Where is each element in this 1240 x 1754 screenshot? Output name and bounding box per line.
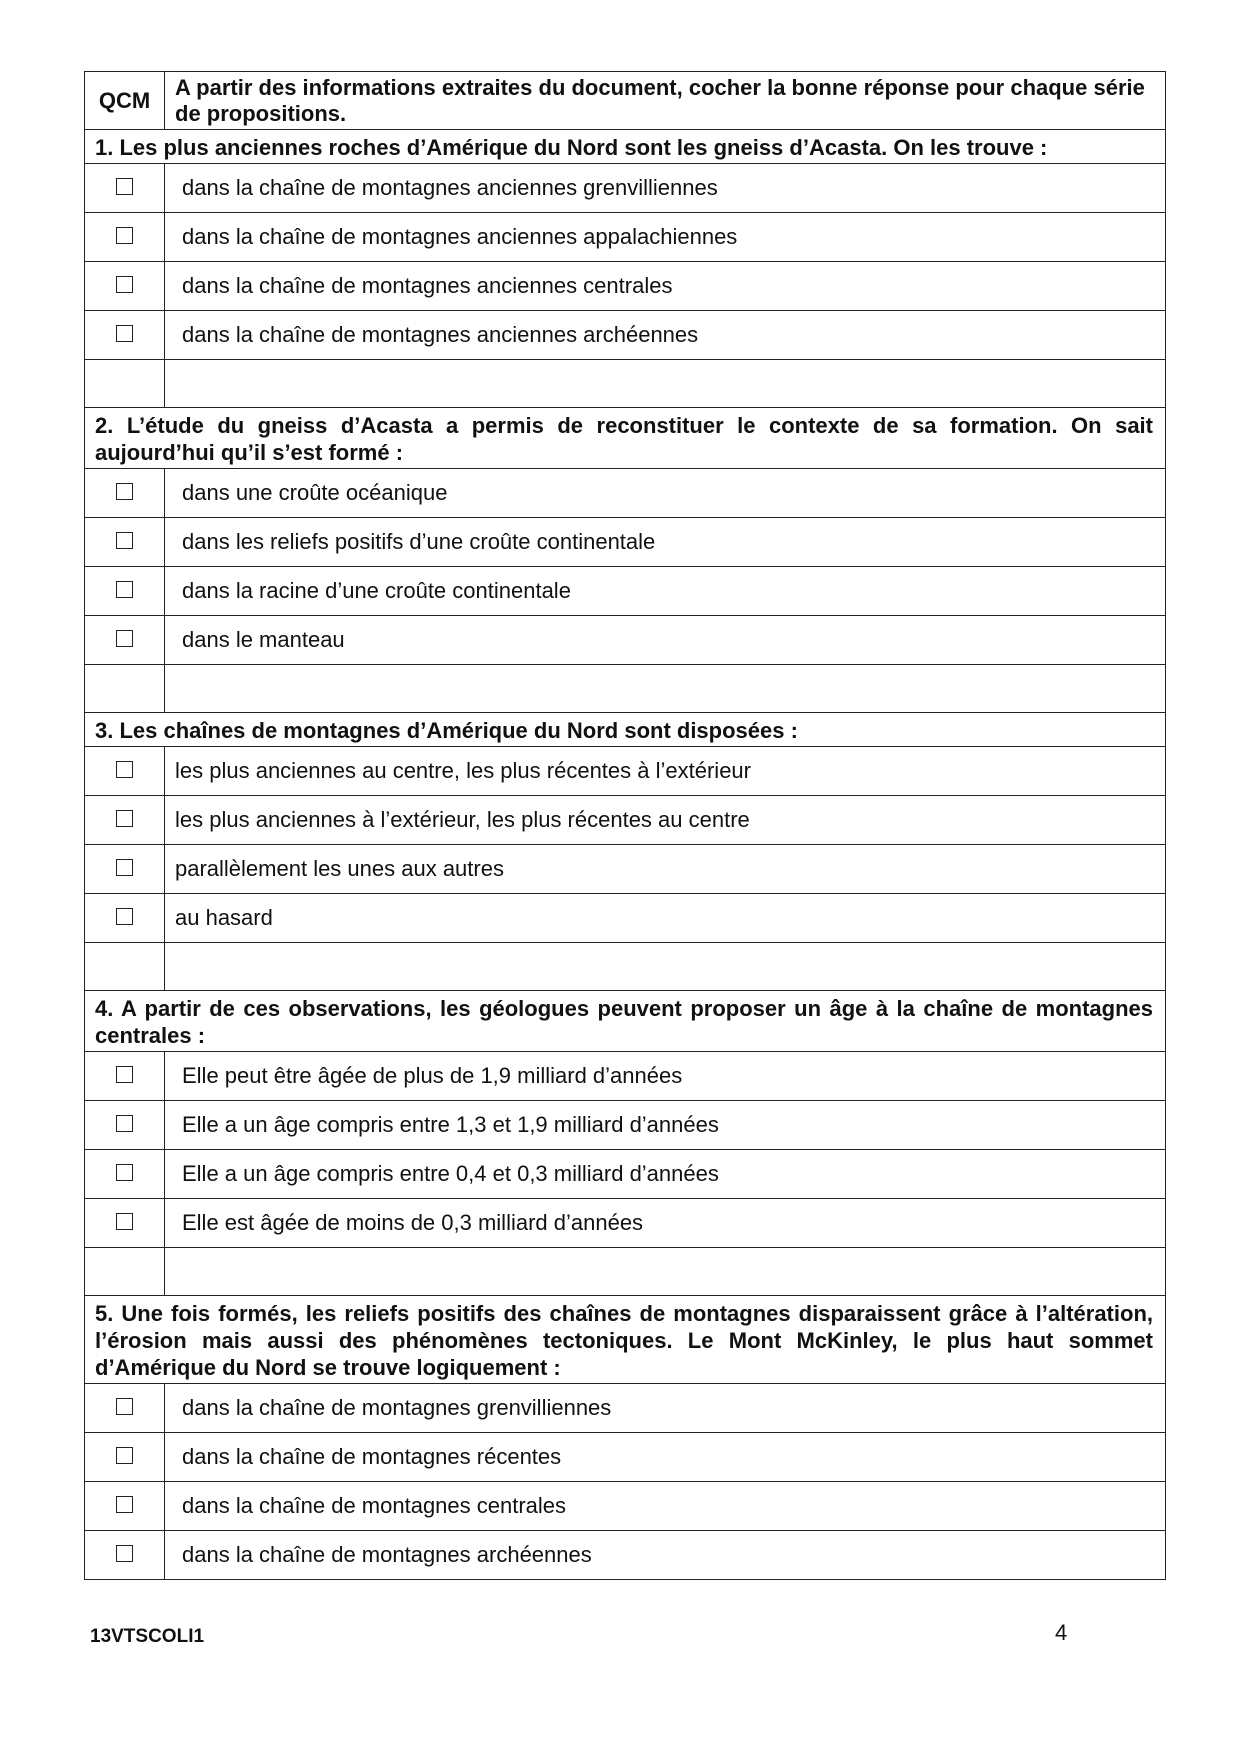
option-row	[85, 845, 1166, 894]
option-row	[85, 747, 1166, 796]
option-row	[85, 1101, 1166, 1150]
q3-option-3-checkbox[interactable]	[116, 859, 133, 876]
q3-option-3-label: parallèlement les unes aux autres	[165, 845, 1166, 894]
option-row	[85, 518, 1166, 567]
q3-option-1-checkbox[interactable]	[116, 761, 133, 778]
header-row	[85, 72, 1166, 130]
q4-option-2-checkbox[interactable]	[116, 1115, 133, 1132]
checkbox-cell	[85, 1433, 165, 1482]
question-5-row	[85, 1296, 1166, 1384]
option-row	[85, 796, 1166, 845]
checkbox-cell	[85, 747, 165, 796]
q2-option-2-label: dans les reliefs positifs d’une croûte continentale	[165, 518, 1166, 567]
checkbox-cell	[85, 567, 165, 616]
q2-option-1-label: dans une croûte océanique	[165, 469, 1166, 518]
checkbox-cell	[85, 262, 165, 311]
checkbox-cell	[85, 894, 165, 943]
question-2-row	[85, 408, 1166, 469]
q5-option-2-checkbox[interactable]	[116, 1447, 133, 1464]
option-row	[85, 213, 1166, 262]
q4-option-1-checkbox[interactable]	[116, 1066, 133, 1083]
question-2-prompt: 2. L’étude du gneiss d’Acasta a permis de reconstituer le contexte de sa formation. On sait aujourd’hui qu’il s’est formé :	[85, 408, 1166, 469]
spacer-row	[85, 943, 1166, 991]
spacer-row	[85, 1248, 1166, 1296]
checkbox-cell	[85, 164, 165, 213]
checkbox-cell	[85, 1384, 165, 1433]
q4-option-4-label: Elle est âgée de moins de 0,3 milliard d’années	[165, 1199, 1166, 1248]
spacer-row	[85, 665, 1166, 713]
q4-option-4-checkbox[interactable]	[116, 1213, 133, 1230]
q5-option-1-checkbox[interactable]	[116, 1398, 133, 1415]
checkbox-cell	[85, 1531, 165, 1580]
question-1-prompt: 1. Les plus anciennes roches d’Amérique du Nord sont les gneiss d’Acasta. On les trouve :	[85, 130, 1166, 164]
option-row	[85, 1199, 1166, 1248]
q3-option-4-label: au hasard	[165, 894, 1166, 943]
q5-option-3-checkbox[interactable]	[116, 1496, 133, 1513]
checkbox-cell	[85, 1052, 165, 1101]
page-number: 4	[1055, 1620, 1068, 1645]
checkbox-cell	[85, 469, 165, 518]
q2-option-4-label: dans le manteau	[165, 616, 1166, 665]
checkbox-cell	[85, 311, 165, 360]
option-row	[85, 1150, 1166, 1199]
q4-option-1-label: Elle peut être âgée de plus de 1,9 milliard d’années	[165, 1052, 1166, 1101]
q1-option-1-checkbox[interactable]	[116, 178, 133, 195]
q5-option-4-checkbox[interactable]	[116, 1545, 133, 1562]
option-row	[85, 469, 1166, 518]
question-5-prompt: 5. Une fois formés, les reliefs positifs des chaînes de montagnes disparaissent grâce à l’altération, l’érosion mais aussi des phénomènes tectoniques. Le Mont McKinley, le plus haut sommet d’Amérique du Nord se trouve logiquement :	[85, 1296, 1166, 1384]
checkbox-cell	[85, 1150, 165, 1199]
spacer-row	[85, 360, 1166, 408]
checkbox-cell	[85, 1199, 165, 1248]
option-row	[85, 567, 1166, 616]
checkbox-cell	[85, 845, 165, 894]
q2-option-3-label: dans la racine d’une croûte continentale	[165, 567, 1166, 616]
q2-option-3-checkbox[interactable]	[116, 581, 133, 598]
checkbox-cell	[85, 1101, 165, 1150]
q2-option-4-checkbox[interactable]	[116, 630, 133, 647]
qcm-table	[84, 71, 1166, 1580]
q1-option-3-checkbox[interactable]	[116, 276, 133, 293]
question-4-row	[85, 991, 1166, 1052]
q3-option-4-checkbox[interactable]	[116, 908, 133, 925]
question-1-row	[85, 130, 1166, 164]
q3-option-2-label: les plus anciennes à l’extérieur, les plus récentes au centre	[165, 796, 1166, 845]
option-row	[85, 262, 1166, 311]
q4-option-3-checkbox[interactable]	[116, 1164, 133, 1181]
option-row	[85, 1052, 1166, 1101]
q5-option-3-label: dans la chaîne de montagnes centrales	[165, 1482, 1166, 1531]
option-row	[85, 894, 1166, 943]
instruction-text: A partir des informations extraites du document, cocher la bonne réponse pour chaque série de propositions.	[165, 72, 1166, 130]
q1-option-2-label: dans la chaîne de montagnes anciennes appalachiennes	[165, 213, 1166, 262]
q2-option-2-checkbox[interactable]	[116, 532, 133, 549]
q1-option-4-checkbox[interactable]	[116, 325, 133, 342]
question-3-row	[85, 713, 1166, 747]
document-code: 13VTSCOLI1	[90, 1626, 205, 1647]
q3-option-2-checkbox[interactable]	[116, 810, 133, 827]
option-row	[85, 311, 1166, 360]
q5-option-2-label: dans la chaîne de montagnes récentes	[165, 1433, 1166, 1482]
q1-option-1-label: dans la chaîne de montagnes anciennes grenvilliennes	[165, 164, 1166, 213]
q1-option-4-label: dans la chaîne de montagnes anciennes archéennes	[165, 311, 1166, 360]
option-row	[85, 1433, 1166, 1482]
option-row	[85, 1482, 1166, 1531]
q4-option-3-label: Elle a un âge compris entre 0,4 et 0,3 milliard d’années	[165, 1150, 1166, 1199]
question-3-prompt: 3. Les chaînes de montagnes d’Amérique du Nord sont disposées :	[85, 713, 1166, 747]
q5-option-4-label: dans la chaîne de montagnes archéennes	[165, 1531, 1166, 1580]
q5-option-1-label: dans la chaîne de montagnes grenvilliennes	[165, 1384, 1166, 1433]
q1-option-2-checkbox[interactable]	[116, 227, 133, 244]
checkbox-cell	[85, 1482, 165, 1531]
option-row	[85, 1384, 1166, 1433]
q4-option-2-label: Elle a un âge compris entre 1,3 et 1,9 milliard d’années	[165, 1101, 1166, 1150]
checkbox-cell	[85, 213, 165, 262]
q2-option-1-checkbox[interactable]	[116, 483, 133, 500]
option-row	[85, 164, 1166, 213]
question-4-prompt: 4. A partir de ces observations, les géologues peuvent proposer un âge à la chaîne de montagnes centrales :	[85, 991, 1166, 1052]
checkbox-cell	[85, 616, 165, 665]
option-row	[85, 1531, 1166, 1580]
option-row	[85, 616, 1166, 665]
q1-option-3-label: dans la chaîne de montagnes anciennes centrales	[165, 262, 1166, 311]
qcm-label: QCM	[85, 72, 165, 130]
checkbox-cell	[85, 796, 165, 845]
checkbox-cell	[85, 518, 165, 567]
q3-option-1-label: les plus anciennes au centre, les plus récentes à l’extérieur	[165, 747, 1166, 796]
